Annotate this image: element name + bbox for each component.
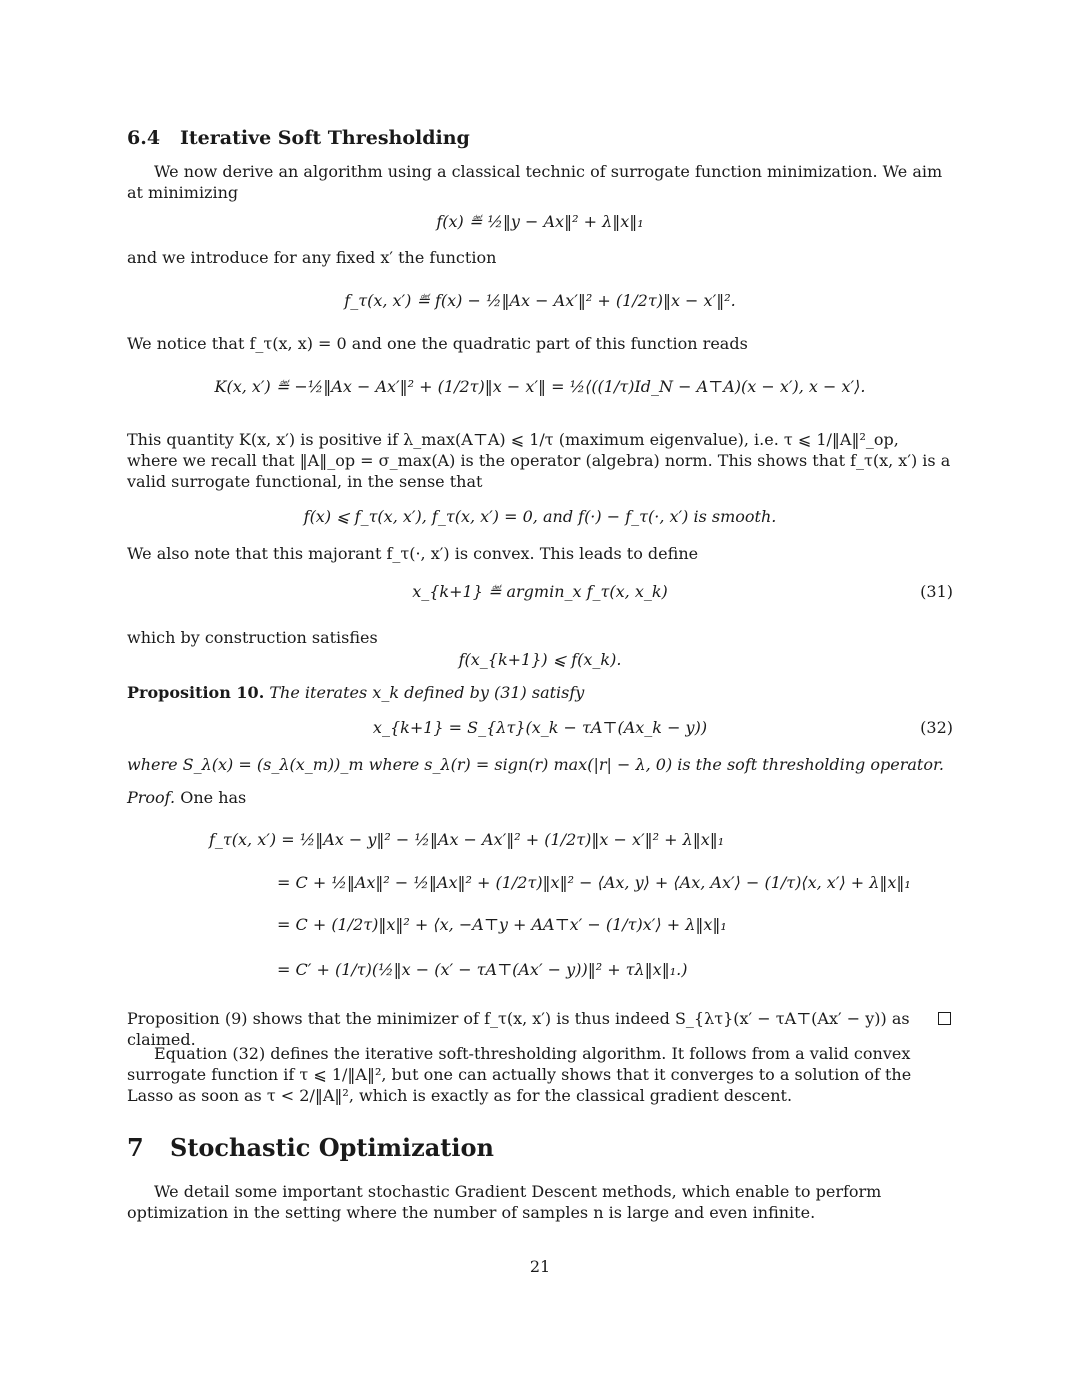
- proof-label: Proof.: [127, 788, 176, 807]
- equation-text: f(x) ≝ ½‖y − Ax‖² + λ‖x‖₁: [436, 212, 644, 231]
- section-heading-7: [127, 1133, 494, 1162]
- qed-square-icon: [938, 1012, 951, 1025]
- equation-text: = C + ½‖Ax‖² − ½‖Ax‖² + (1/2τ)‖x‖² − ⟨Ax, y⟩ + ⟨Ax, Ax′⟩ − (1/τ)⟨x, x′⟩ + λ‖x‖₁: [277, 873, 911, 892]
- proof-conclusion: Proposition (9) shows that the minimizer of f_τ(x, x′) is thus indeed S_{λτ}(x′ − τA⊤(Ax′ − y)) as claimed.: [127, 1009, 910, 1049]
- section-title: Stochastic Optimization: [170, 1133, 494, 1162]
- equation-text: f_τ(x, x′) ≝ f(x) − ½‖Ax − Ax′‖² + (1/2τ)‖x − x′‖².: [344, 291, 736, 310]
- equation-text: x_{k+1} = S_{λτ}(x_k − τA⊤(Ax_k − y)): [372, 718, 708, 737]
- paragraph: which by construction satisfies: [127, 628, 378, 647]
- equation-text: f(x_{k+1}) ⩽ f(x_k).: [458, 650, 622, 669]
- proposition-label: Proposition 10.: [127, 683, 265, 702]
- equation-text: f(x) ⩽ f_τ(x, x′), f_τ(x, x′) = 0, and f(·) − f_τ(·, x′) is smooth.: [303, 507, 777, 526]
- proposition-text: The iterates x_k defined by (31) satisfy: [269, 683, 585, 702]
- section-title: Iterative Soft Thresholding: [180, 127, 470, 149]
- proposition-where: where S_λ(x) = (s_λ(x_m))_m where s_λ(r) = sign(r) max(|r| − λ, 0) is the soft thresholding operator.: [127, 755, 944, 774]
- paragraph: We detail some important stochastic Gradient Descent methods, which enable to perform optimization in the setting where the number of samples n is large and even infinite.: [127, 1182, 882, 1222]
- equation-text: f_τ(x, x′) = ½‖Ax − y‖² − ½‖Ax − Ax′‖² + (1/2τ)‖x − x′‖² + λ‖x‖₁: [209, 830, 725, 849]
- section-heading-6-4: [127, 127, 470, 149]
- equation-text: x_{k+1} ≝ argmin_x f_τ(x, x_k): [412, 582, 668, 601]
- equation-number: (31): [920, 582, 953, 601]
- paragraph: Equation (32) defines the iterative soft-thresholding algorithm. It follows from a valid convex surrogate function if τ ⩽ 1/‖A‖², but one can actually shows that it converges to a solution of the Lasso as soon as τ < 2/‖A‖², which is exactly as for the classical gradient descent.: [127, 1044, 912, 1105]
- equation-text: = C + (1/2τ)‖x‖² + ⟨x, −A⊤y + AA⊤x′ − (1/τ)x′⟩ + λ‖x‖₁: [277, 915, 727, 934]
- page-number: 21: [529, 1257, 551, 1276]
- proposition: [127, 682, 953, 703]
- proof-intro: One has: [180, 788, 247, 807]
- equation-number: (32): [920, 718, 953, 737]
- section-number: 6.4: [127, 127, 161, 149]
- proof-start: [127, 787, 953, 808]
- paragraph: This quantity K(x, x′) is positive if λ_max(A⊤A) ⩽ 1/τ (maximum eigenvalue), i.e. τ ⩽ 1/‖A‖²_op, where we recall that ‖A‖_op = σ_max(A) is the operator (algebra) norm. This shows that f_τ(x, x′) is a valid surrogate functional, in the sense that: [127, 430, 951, 491]
- paragraph: We also note that this majorant f_τ(·, x′) is convex. This leads to define: [127, 544, 699, 563]
- equation-text: = C′ + (1/τ)(½‖x − (x′ − τA⊤(Ax′ − y))‖² + τλ‖x‖₁.): [277, 960, 688, 979]
- paragraph: We notice that f_τ(x, x) = 0 and one the quadratic part of this function reads: [127, 334, 748, 353]
- section-number: 7: [127, 1133, 144, 1162]
- paragraph: and we introduce for any fixed x′ the function: [127, 248, 497, 267]
- equation-text: K(x, x′) ≝ −½‖Ax − Ax′‖² + (1/2τ)‖x − x′‖ = ½⟨((1/τ)Id_N − A⊤A)(x − x′), x − x′⟩.: [214, 377, 866, 396]
- paragraph: We now derive an algorithm using a classical technic of surrogate function minimization. We aim at minimizing: [127, 162, 943, 202]
